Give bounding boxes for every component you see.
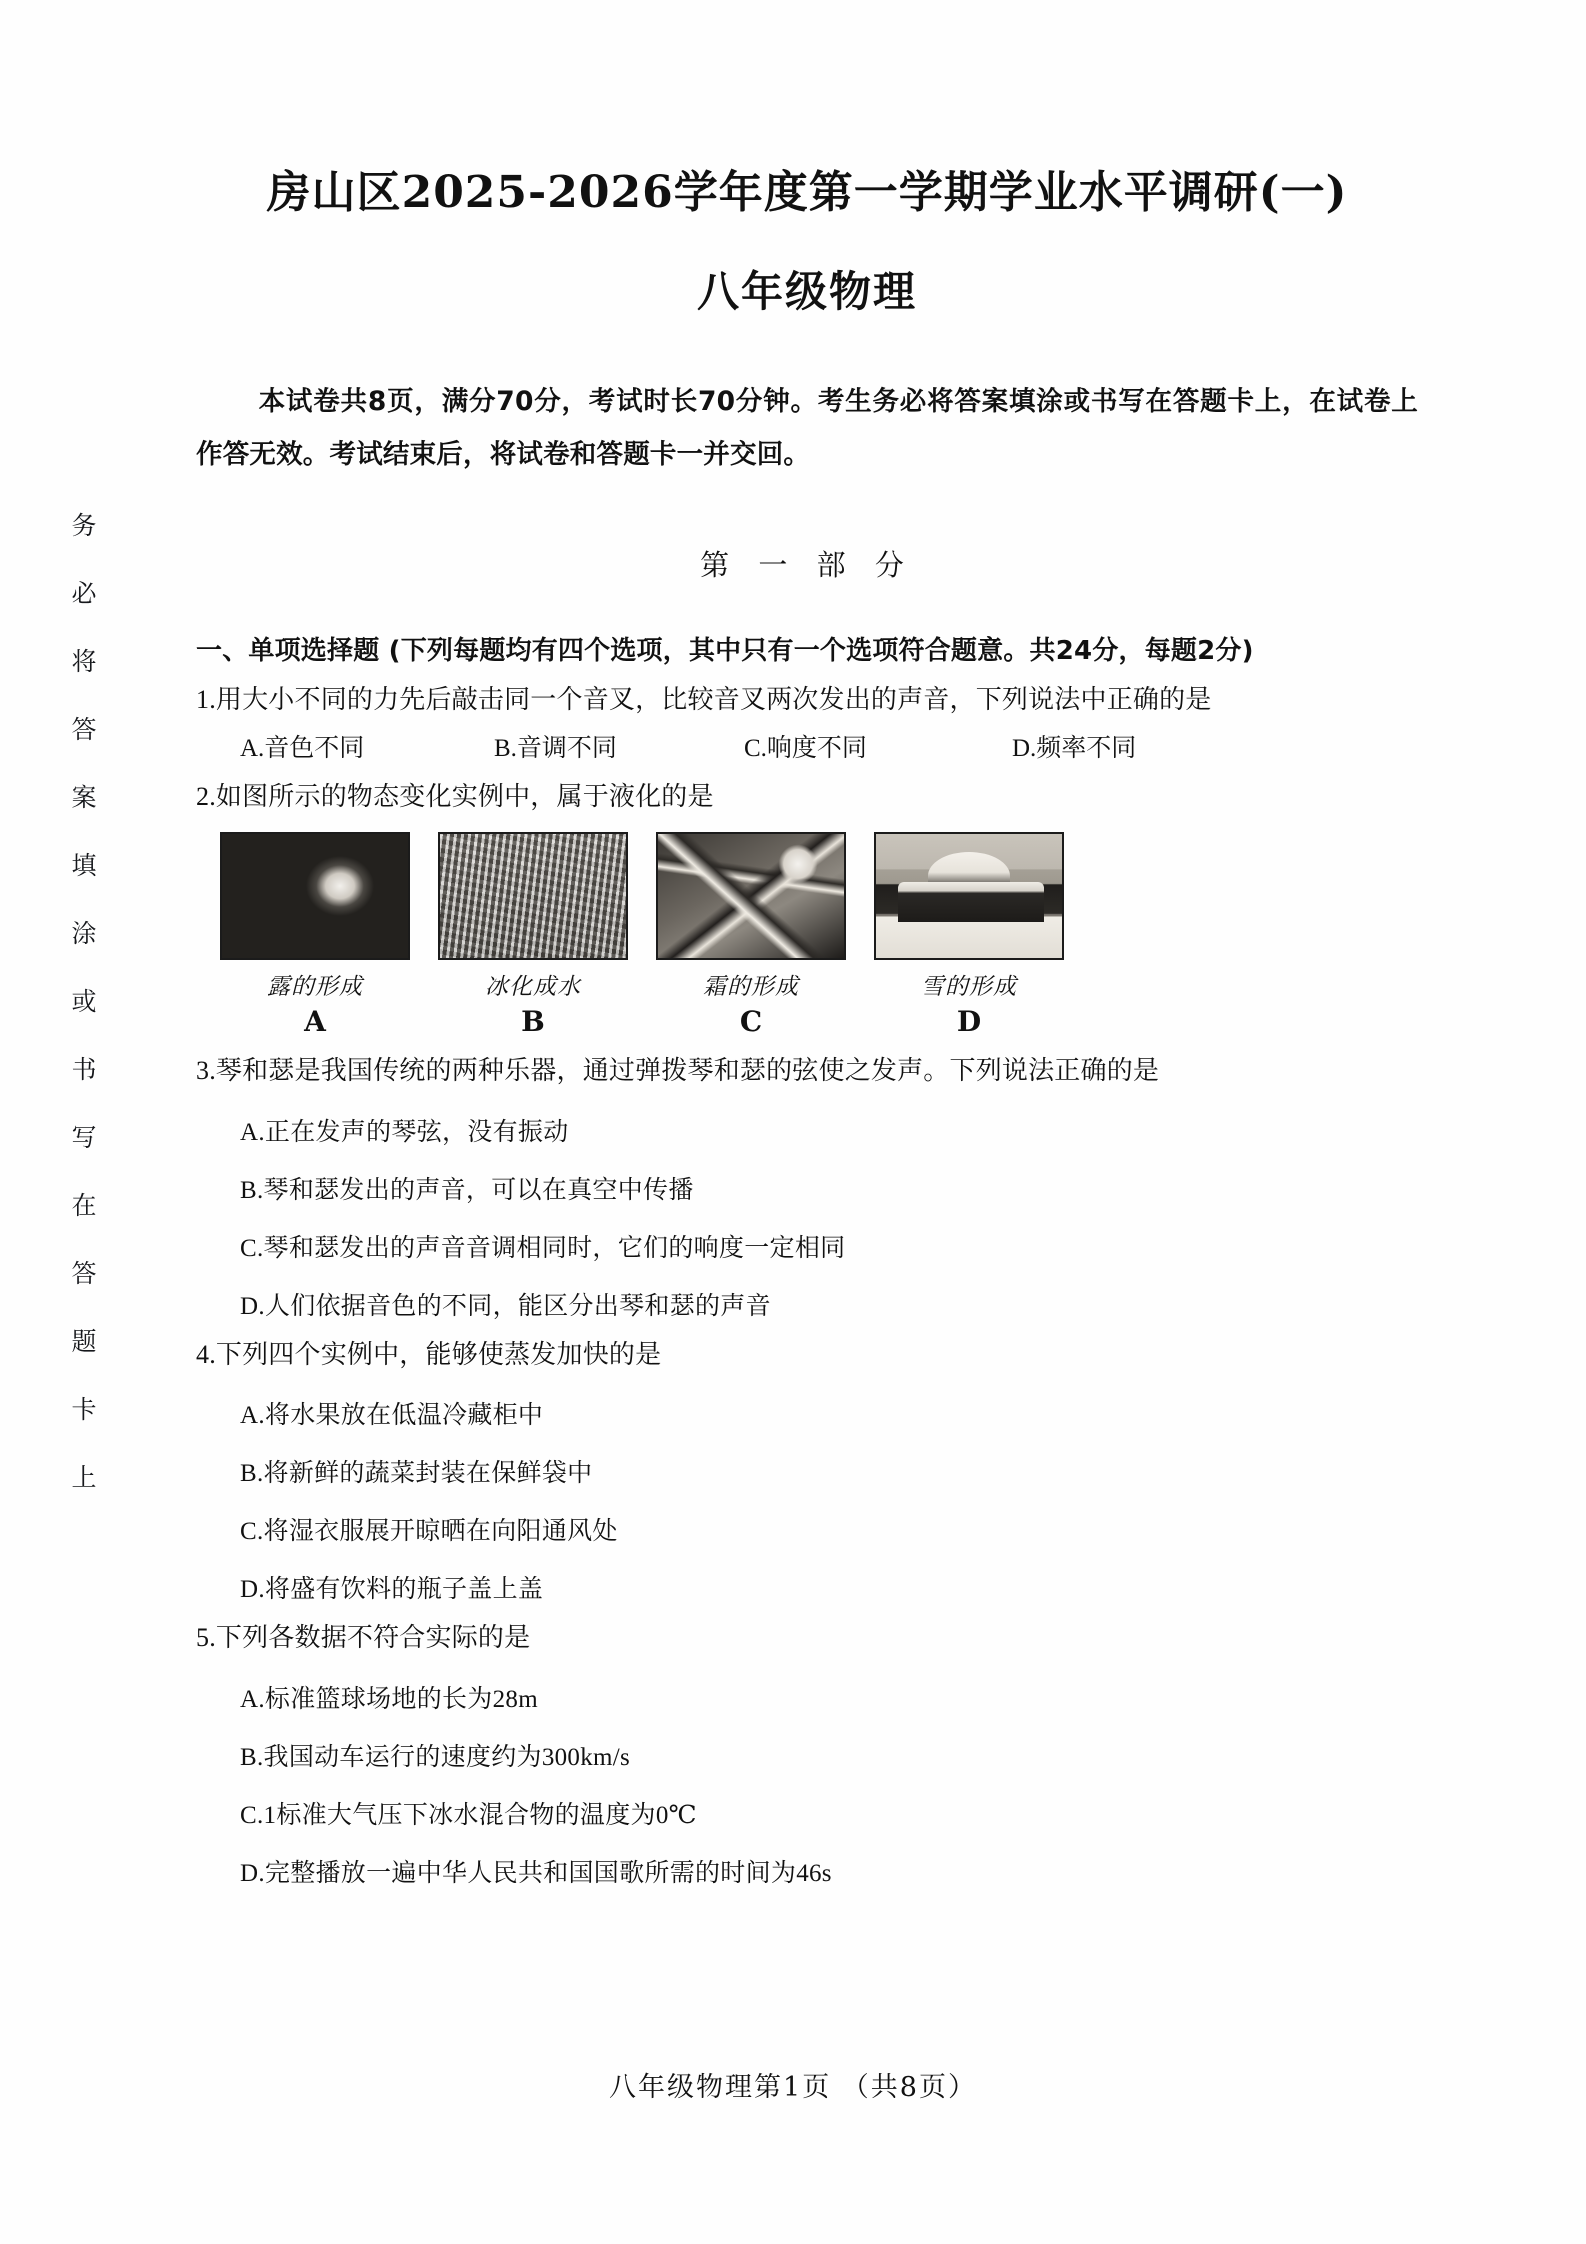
question-stem bbox=[196, 1619, 1418, 1657]
option-d[interactable]: D.完整播放一遍中华人民共和国国歌所需的时间为46s bbox=[240, 1860, 832, 1888]
page-subtitle: 八年级物理 bbox=[696, 266, 917, 316]
instructions-line-2: 上，在试卷上作答无效。考试结束后，将试卷和答题卡一并交回。 bbox=[196, 385, 1419, 470]
margin-note-char: 填 bbox=[71, 851, 97, 880]
figure-option-c[interactable] bbox=[656, 832, 846, 1038]
question-number: 4. bbox=[196, 1339, 216, 1369]
melting-ice-photo bbox=[438, 832, 628, 960]
question-stem bbox=[196, 1052, 1418, 1090]
page-footer: 八年级物理第1页 （共8页） bbox=[609, 2072, 977, 2103]
figure-caption: 雪的形成 bbox=[921, 973, 1017, 1000]
question-text: 用大小不同的力先后敲击同一个音叉，比较音叉两次发出的声音，下列说法中正确的是 bbox=[215, 684, 1212, 714]
section-intro: 一、单项选择题 (下列每题均有四个选项，其中只有一个选项符合题意。共24分，每题2分) bbox=[196, 635, 1254, 666]
option-d[interactable]: D.人们依据音色的不同，能区分出琴和瑟的声音 bbox=[240, 1292, 771, 1320]
left-margin-vertical-note bbox=[52, 492, 116, 1512]
figure-caption: 霜的形成 bbox=[703, 973, 799, 1000]
figure-letter: D bbox=[956, 1004, 982, 1038]
part-header: 第 一 部 分 bbox=[700, 547, 914, 582]
option-b[interactable]: B.音调不同 bbox=[494, 735, 617, 763]
option-a[interactable]: A.音色不同 bbox=[240, 735, 365, 763]
question-figure-row bbox=[196, 832, 1418, 1038]
margin-note-char: 上 bbox=[71, 1463, 97, 1492]
margin-note-char: 在 bbox=[71, 1191, 97, 1220]
question-text: 下列四个实例中，能够使蒸发加快的是 bbox=[215, 1339, 662, 1369]
question-number: 2. bbox=[196, 782, 216, 812]
option-c[interactable]: C.将湿衣服展开晾晒在向阳通风处 bbox=[240, 1518, 618, 1546]
margin-note-char: 答 bbox=[71, 715, 97, 744]
option-c[interactable]: C.响度不同 bbox=[744, 735, 867, 763]
margin-note-char: 写 bbox=[71, 1123, 97, 1152]
option-a[interactable]: A.将水果放在低温冷藏柜中 bbox=[240, 1402, 544, 1430]
figure-option-b[interactable] bbox=[438, 832, 628, 1038]
option-a[interactable]: A.标准篮球场地的长为28m bbox=[240, 1686, 538, 1714]
question-text: 琴和瑟是我国传统的两种乐器，通过弹拨琴和瑟的弦使之发声。下列说法正确的是 bbox=[215, 1055, 1160, 1085]
question-text: 如图所示的物态变化实例中，属于液化的是 bbox=[215, 782, 714, 812]
option-b[interactable]: B.琴和瑟发出的声音，可以在真空中传播 bbox=[240, 1176, 694, 1204]
page-title: 房山区2025-2026学年度第一学期学业水平调研(一) bbox=[266, 167, 1348, 218]
margin-note-char: 必 bbox=[71, 579, 97, 608]
exam-content-column bbox=[196, 0, 1418, 1889]
question-number: 3. bbox=[196, 1055, 216, 1085]
question-stem bbox=[196, 778, 1418, 816]
margin-note-char: 务 bbox=[71, 511, 97, 540]
option-a[interactable]: A.正在发声的琴弦，没有振动 bbox=[240, 1118, 569, 1146]
margin-note-char: 答 bbox=[71, 1259, 97, 1288]
frost-photo bbox=[656, 832, 846, 960]
option-c[interactable]: C.琴和瑟发出的声音音调相同时，它们的响度一定相同 bbox=[240, 1234, 846, 1262]
margin-note-char: 卡 bbox=[71, 1395, 97, 1424]
margin-note-char: 题 bbox=[71, 1327, 97, 1356]
margin-note-char: 将 bbox=[71, 647, 97, 676]
figure-letter: B bbox=[521, 1004, 545, 1038]
question-number: 1. bbox=[196, 684, 216, 714]
option-d[interactable]: D.将盛有饮料的瓶子盖上盖 bbox=[240, 1576, 544, 1604]
margin-note-char: 书 bbox=[71, 1055, 97, 1084]
figure-option-a[interactable] bbox=[220, 832, 410, 1038]
question-options-inline bbox=[196, 728, 1418, 764]
margin-note-char: 涂 bbox=[71, 919, 97, 948]
figure-letter: A bbox=[304, 1004, 326, 1038]
instructions-line-1: 本试卷共8页，满分70分，考试时长70分钟。考生务必将答案填涂或书写在答题卡 bbox=[258, 385, 1255, 417]
option-d[interactable]: D.频率不同 bbox=[1012, 735, 1137, 763]
figure-caption: 冰化成水 bbox=[485, 973, 581, 1000]
margin-note-char: 案 bbox=[71, 783, 97, 812]
figure-caption: 露的形成 bbox=[267, 973, 363, 1000]
option-b[interactable]: B.我国动车运行的速度约为300km/s bbox=[240, 1744, 631, 1772]
snow-photo bbox=[874, 832, 1064, 960]
question-stem bbox=[196, 681, 1418, 719]
figure-option-d[interactable] bbox=[874, 832, 1064, 1038]
question-number: 5. bbox=[196, 1623, 216, 1653]
dew-photo bbox=[220, 832, 410, 960]
option-b[interactable]: B.将新鲜的蔬菜封装在保鲜袋中 bbox=[240, 1460, 593, 1488]
question-text: 下列各数据不符合实际的是 bbox=[215, 1623, 531, 1653]
exam-instructions bbox=[196, 375, 1418, 481]
option-c[interactable]: C.1标准大气压下冰水混合物的温度为0℃ bbox=[240, 1802, 697, 1830]
margin-note-char: 或 bbox=[71, 987, 97, 1016]
question-stem bbox=[196, 1336, 1418, 1374]
figure-letter: C bbox=[739, 1004, 763, 1038]
